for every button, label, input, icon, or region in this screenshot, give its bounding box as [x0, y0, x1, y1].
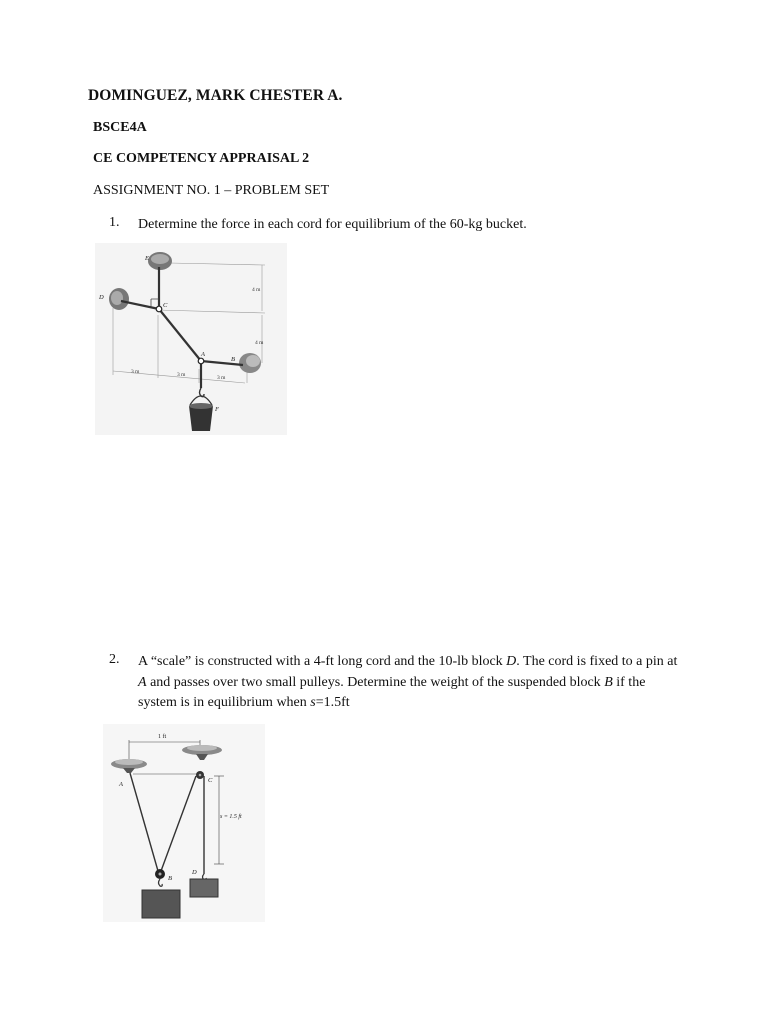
problem-2-text-part-5: =1.5ft — [315, 695, 350, 710]
problem-2-text-part-2: . The cord is fixed to a pin at — [516, 654, 678, 669]
course-title: CE COMPETENCY APPRAISAL 2 — [93, 151, 310, 166]
label-f: F — [215, 406, 219, 413]
label-a: A — [119, 781, 123, 788]
dim-4m-top: 4 m — [252, 287, 261, 293]
problem-1-number: 1. — [109, 215, 120, 230]
label-c: C — [208, 777, 213, 784]
label-a: A — [201, 351, 205, 358]
problem-2-text-part-4: if the system is in equilibrium when — [138, 674, 646, 710]
problem-2-pin-a: A — [138, 674, 147, 690]
assignment-title: ASSIGNMENT NO. 1 – PROBLEM SET — [93, 183, 330, 198]
section-label: BSCE4A — [93, 120, 147, 135]
dim-3m-a: 3 m — [131, 369, 140, 375]
problem-2-text — [138, 652, 678, 714]
label-d: D — [192, 869, 197, 876]
label-c: C — [163, 302, 168, 309]
label-b: B — [231, 356, 235, 363]
dim-1ft: 1 ft — [158, 734, 167, 740]
problem-2-figure — [103, 724, 265, 922]
label-e: E — [145, 255, 149, 262]
dim-s: s = 1.5 ft — [220, 814, 242, 820]
problem-1-text: Determine the force in each cord for equilibrium of the 60-kg bucket. — [138, 217, 527, 232]
problem-2-text-part-1: A “scale” is constructed with a 4-ft long cord and the 10-lb block — [138, 654, 507, 669]
problem-2-block-b: B — [604, 674, 613, 690]
dim-3m-b: 3 m — [177, 372, 186, 378]
student-name: DOMINGUEZ, MARK CHESTER A. — [88, 87, 343, 104]
problem-2-var-s: s — [310, 695, 316, 710]
problem-2-block-d: D — [506, 654, 517, 669]
dim-4m-right: 4 m — [255, 340, 264, 346]
problem-2-text-part-3: and passes over two small pulleys. Determine the weight of the suspended block — [146, 674, 605, 690]
label-d: D — [99, 294, 104, 301]
problem-1-figure — [95, 243, 287, 435]
dim-3m-c: 3 m — [217, 375, 226, 381]
problem-2-number: 2. — [109, 652, 120, 667]
label-b: B — [168, 875, 172, 882]
